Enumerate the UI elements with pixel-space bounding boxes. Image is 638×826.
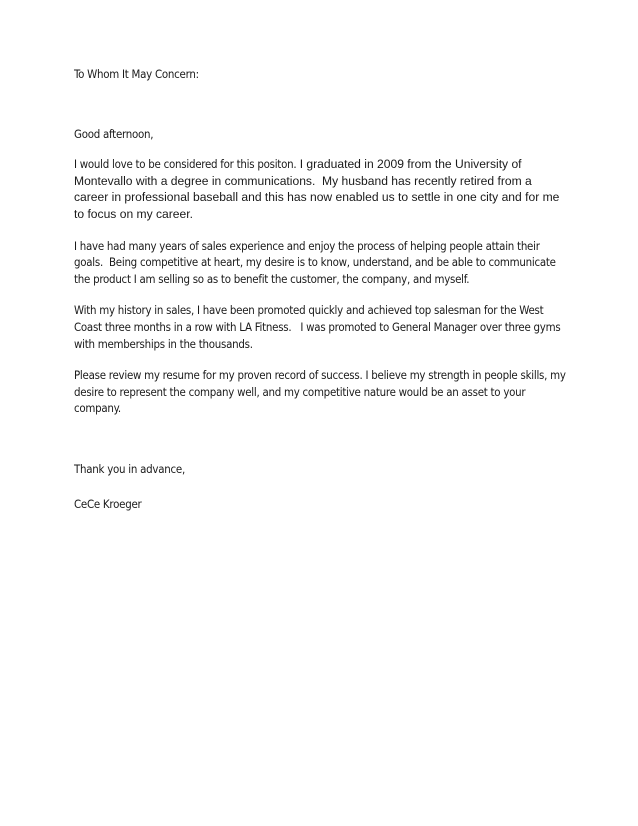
paragraph-4-text: Please review my resume for my proven record of success. I believe my strength in people skills, my desire to represent the company well, and my competitive nature would be an asset to your company. (74, 368, 569, 416)
paragraph-1-lead: I would love to be considered for this positon. (74, 157, 297, 172)
letter-body (74, 66, 568, 512)
paragraph-1-rest: I graduated in 2009 from the University of Montevallo with a degree in communications. My husband has recently retired from a career in professional baseball and this has now enabled us to settle in one city and for me to focus on my career. (74, 157, 563, 221)
signature-name: CeCe Kroeger (74, 496, 142, 511)
paragraph-1 (74, 156, 568, 222)
greeting-line: Good afternoon, (74, 126, 154, 141)
paragraph-2-text: I have had many years of sales experience and enjoy the process of helping people attain their goals. Being competitive at heart, my desire is to know, understand, and be able to communicate the product I am selling so as to benefit the customer, the company, and myself. (74, 238, 559, 286)
closing-line: Thank you in advance, (74, 461, 185, 476)
paragraph-3 (74, 302, 568, 352)
paragraph-4 (74, 367, 568, 417)
paragraph-3-text: With my history in sales, I have been promoted quickly and achieved top salesman for the West Coast three months in a row with LA Fitness. I was promoted to General Manager over three gyms with memberships in the thousands. (74, 303, 564, 351)
paragraph-2 (74, 238, 568, 288)
salutation-line: To Whom It May Concern: (74, 67, 199, 81)
